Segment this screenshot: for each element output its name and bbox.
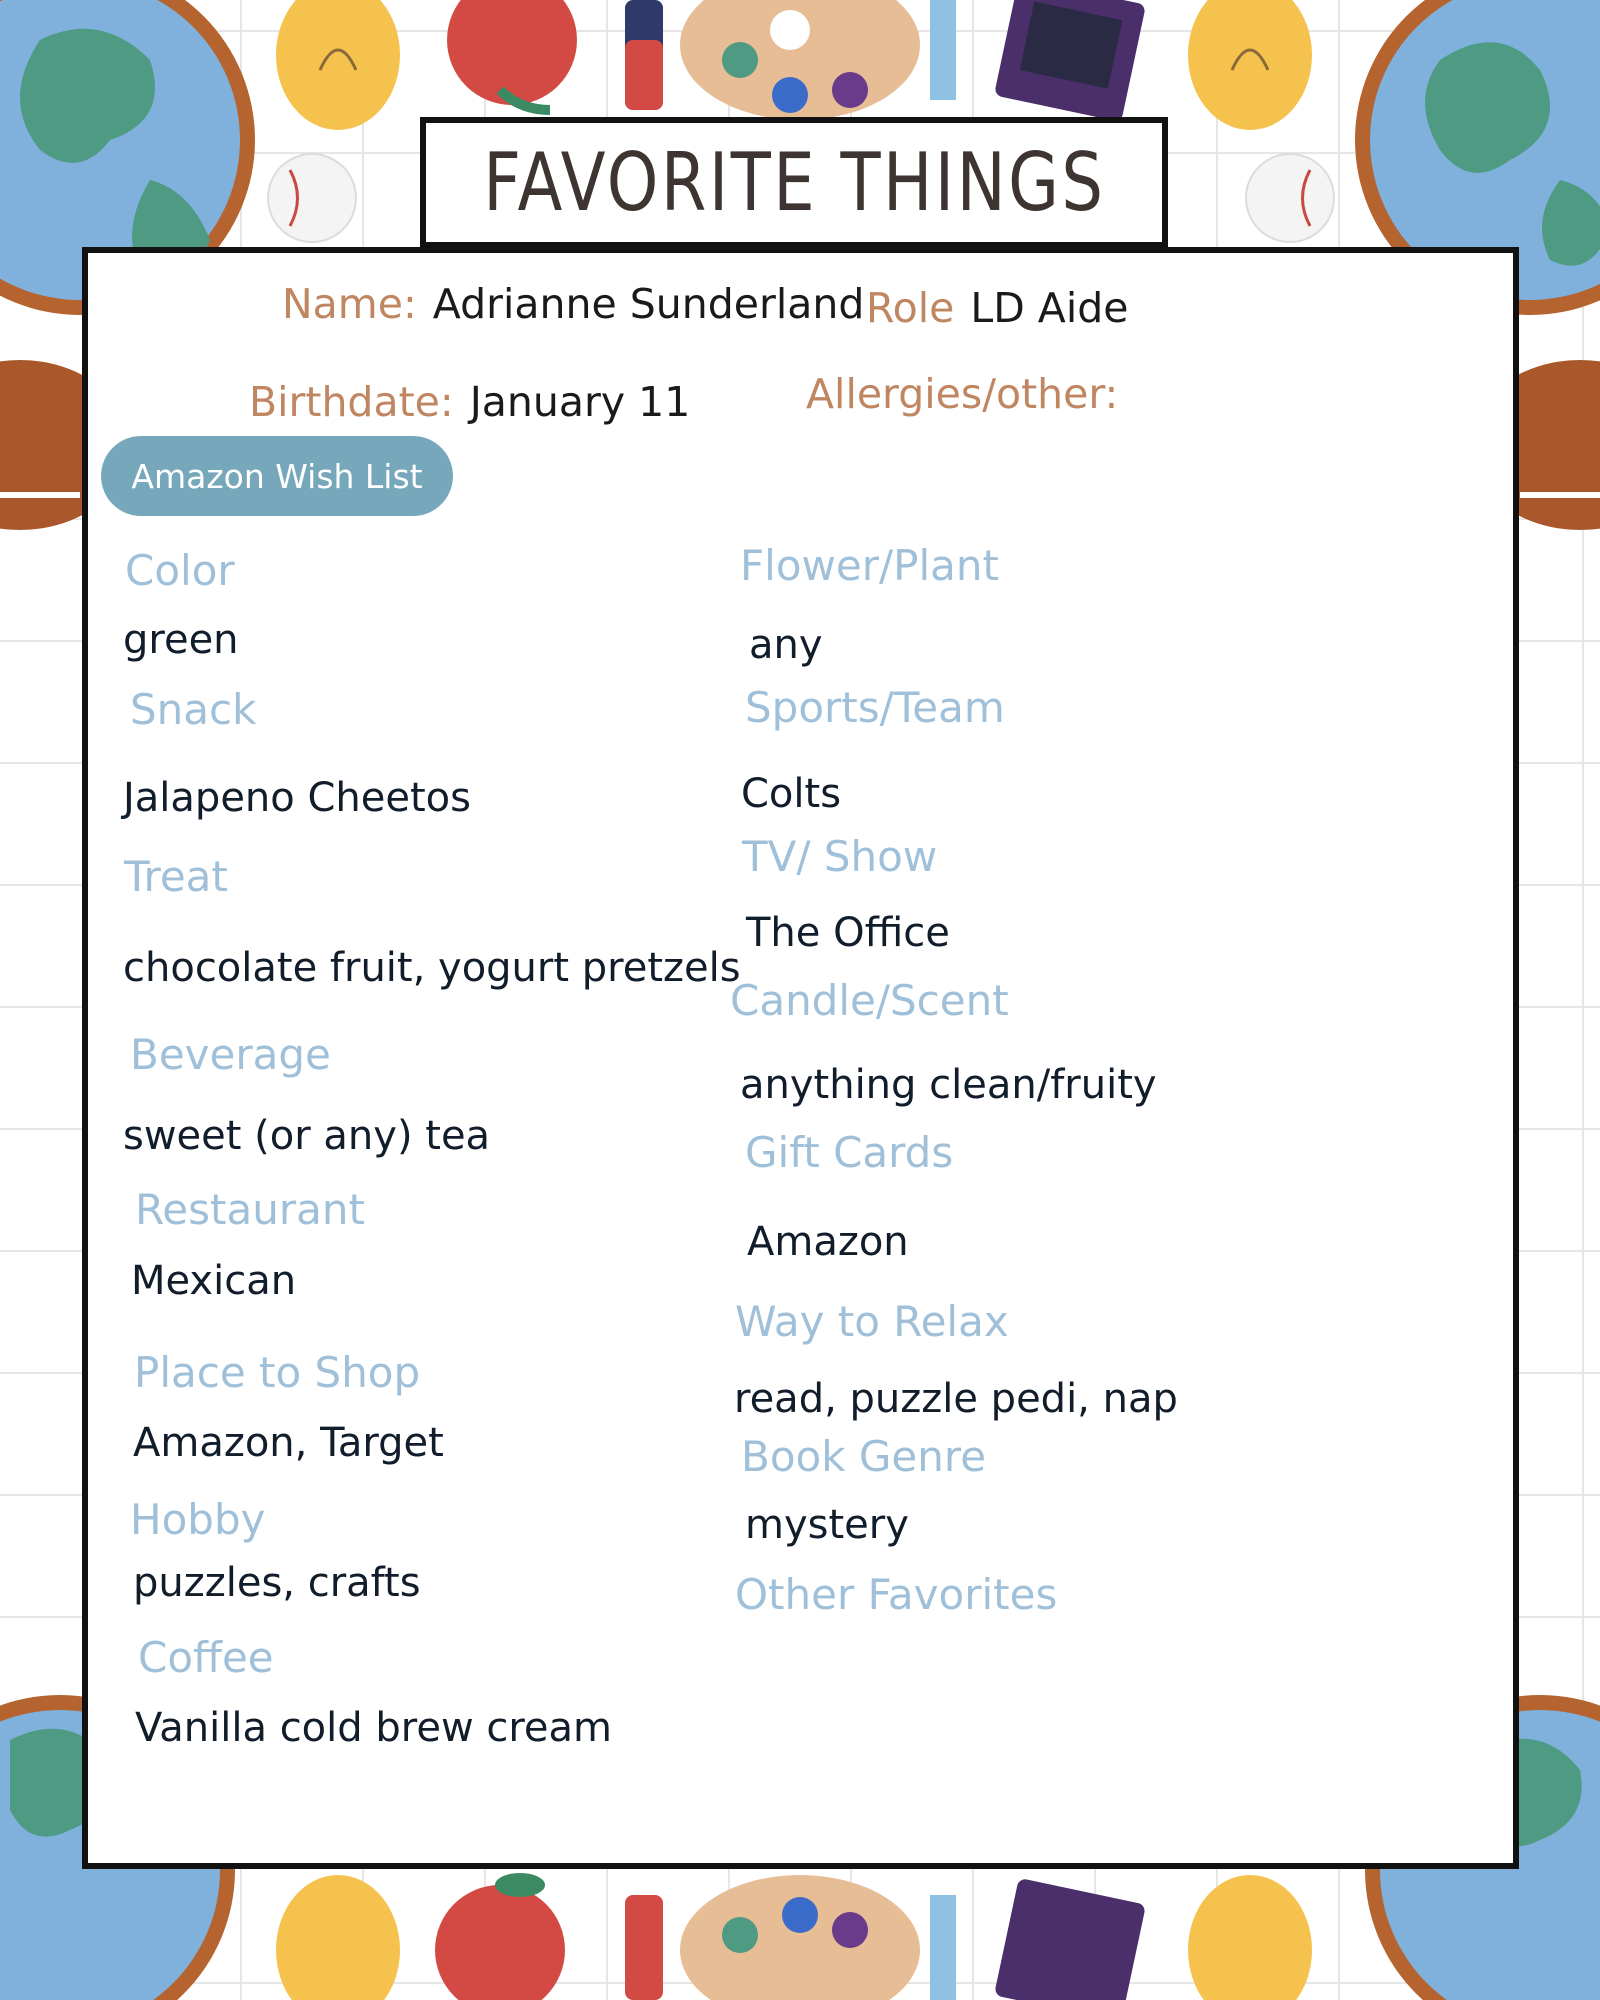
calculator-icon — [994, 0, 1146, 122]
role-label: Role — [866, 284, 955, 332]
apple-icon — [435, 1873, 565, 2000]
answer-way-to-relax: read, puzzle pedi, nap — [734, 1376, 1178, 1422]
category-gift-cards: Gift Cards — [745, 1128, 954, 1177]
category-flower-plant: Flower/Plant — [740, 541, 999, 590]
answer-flower-plant: any — [749, 622, 823, 668]
name-label: Name: — [282, 280, 417, 328]
amazon-wish-list-button[interactable]: Amazon Wish List — [101, 436, 453, 516]
category-treat: Treat — [124, 852, 228, 901]
paint-palette-icon — [680, 0, 920, 120]
allergies-field — [806, 370, 1134, 418]
answer-beverage: sweet (or any) tea — [123, 1113, 491, 1159]
category-restaurant: Restaurant — [135, 1185, 365, 1234]
allergies-label: Allergies/other: — [806, 370, 1119, 418]
answer-gift-cards: Amazon — [747, 1219, 909, 1265]
answer-treat: chocolate fruit, yogurt pretzels — [123, 945, 741, 991]
category-candle-scent: Candle/Scent — [730, 976, 1009, 1025]
name-value: Adrianne Sunderland — [432, 280, 865, 328]
role-value: LD Aide — [970, 284, 1129, 332]
birthdate-field — [249, 378, 690, 426]
name-field — [282, 280, 864, 328]
answer-hobby: puzzles, crafts — [133, 1560, 421, 1606]
category-hobby: Hobby — [130, 1495, 266, 1544]
calculator-icon — [994, 1878, 1146, 2000]
title-banner — [420, 117, 1168, 248]
baseball-icon — [1246, 154, 1334, 242]
answer-snack: Jalapeno Cheetos — [123, 775, 471, 821]
answer-restaurant: Mexican — [131, 1258, 297, 1304]
paint-palette-icon — [680, 1875, 920, 2000]
light-bulb-icon — [1188, 1875, 1312, 2000]
light-bulb-icon — [276, 1875, 400, 2000]
category-tv-show: TV/ Show — [742, 832, 938, 881]
answer-candle-scent: anything clean/fruity — [740, 1062, 1157, 1108]
light-bulb-icon — [1188, 0, 1312, 130]
birthdate-value: January 11 — [469, 378, 691, 426]
light-bulb-icon — [276, 0, 400, 130]
category-other-favorites: Other Favorites — [735, 1570, 1058, 1619]
role-field — [866, 284, 1129, 332]
answer-color: green — [123, 617, 239, 663]
answer-place-to-shop: Amazon, Target — [133, 1420, 444, 1466]
category-color: Color — [125, 546, 235, 595]
category-beverage: Beverage — [130, 1030, 331, 1079]
category-book-genre: Book Genre — [741, 1432, 987, 1481]
apple-icon — [447, 0, 577, 110]
answer-book-genre: mystery — [745, 1502, 909, 1548]
baseball-icon — [268, 154, 356, 242]
answer-coffee: Vanilla cold brew cream — [135, 1705, 613, 1751]
category-sports-team: Sports/Team — [745, 683, 1005, 732]
answer-sports-team: Colts — [741, 771, 842, 817]
answer-tv-show: The Office — [746, 910, 950, 956]
page-title: FAVORITE THINGS — [482, 136, 1106, 229]
birthdate-label: Birthdate: — [249, 378, 454, 426]
category-coffee: Coffee — [138, 1633, 274, 1682]
category-snack: Snack — [130, 685, 257, 734]
category-way-to-relax: Way to Relax — [735, 1297, 1009, 1346]
category-place-to-shop: Place to Shop — [134, 1348, 421, 1397]
